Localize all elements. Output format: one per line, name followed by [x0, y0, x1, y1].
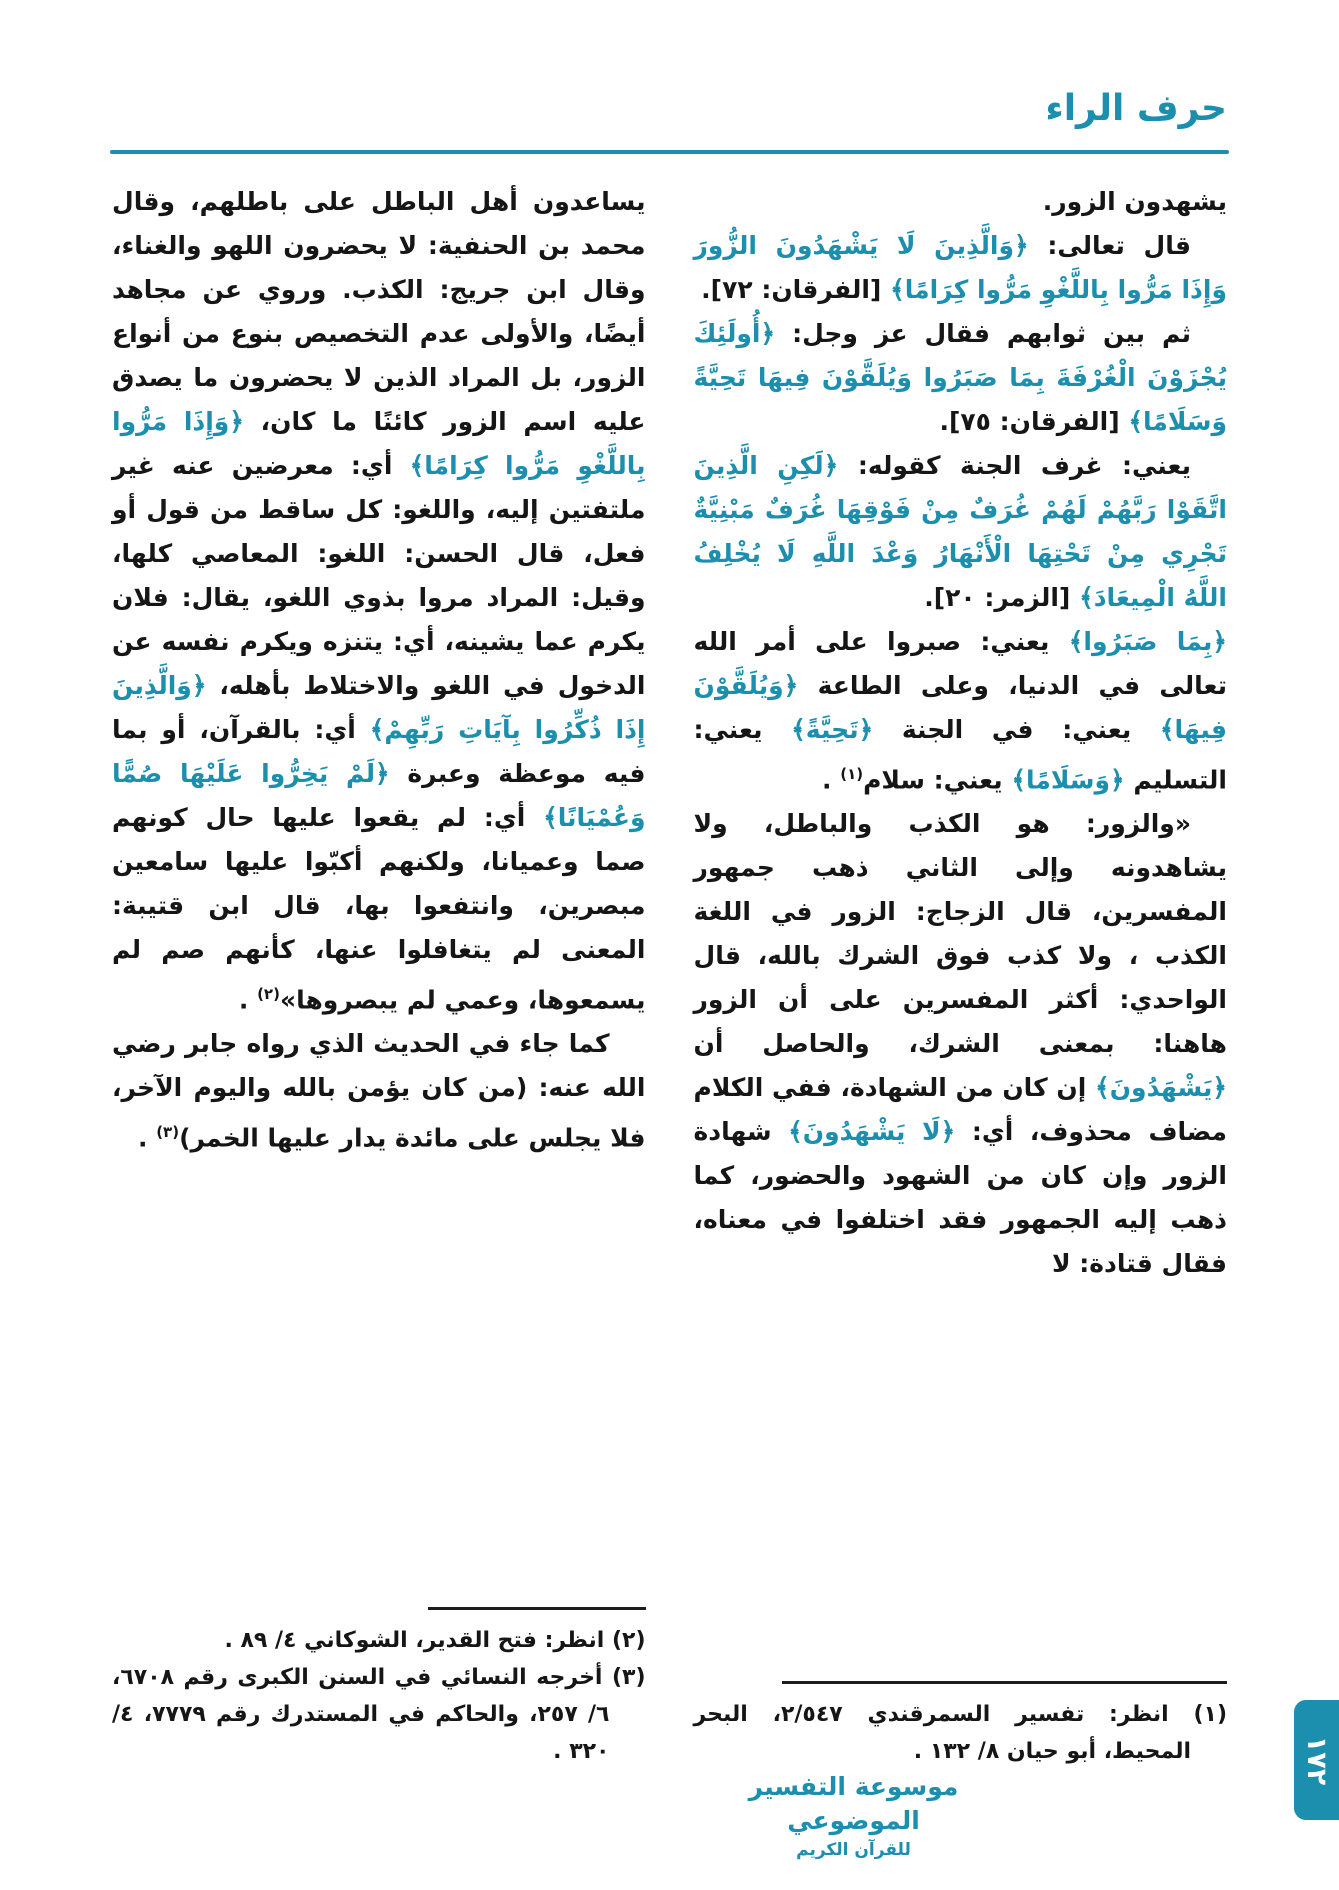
- body-text: قال تعالى:: [1028, 231, 1191, 260]
- body-text: .: [238, 985, 258, 1015]
- body-text: يعني: التسليم: [693, 715, 1227, 795]
- paragraph: [694, 312, 1228, 444]
- body-text: أي: بالقرآن، أو بما فيه موعظة وعبرة: [112, 715, 646, 788]
- body-text: .: [137, 1123, 157, 1153]
- footnote-marker: (٣): [156, 1123, 180, 1142]
- quran-quote: ﴿تَحِيَّةً﴾: [791, 715, 874, 744]
- body-text: (٣) أخرجه النسائي في السنن الكبرى رقم ٦٧٠٨، ٦/ ٢٥٧، والحاكم في المستدرك رقم ٧٧٧٩، ٤/ ٣٢٠ .: [112, 1665, 646, 1764]
- body-text: شهادة الزور وإن كان من الشهود والحضور، كما ذهب إليه الجمهور فقد اختلفوا في معناه، فقال قتادة: لا: [693, 1117, 1227, 1279]
- quran-quote: ﴿وَالَّذِينَ إِذَا ذُكِّرُوا بِآيَاتِ رَبِّهِمْ﴾: [112, 671, 646, 744]
- body-text: يعني: غرف الجنة كقوله:: [838, 451, 1192, 480]
- column-right: [694, 180, 1228, 1770]
- quran-quote: ﴿وَيُلَقَّوْنَ فِيهَا﴾: [693, 671, 1227, 744]
- footnote-list: [112, 1622, 646, 1770]
- emblem-subtitle: للقرآن الكريم: [796, 1840, 911, 1860]
- body-text: [الزمر: ٢٠].: [924, 583, 1080, 612]
- body-text: كما جاء في الحديث الذي رواه جابر رضي الله عنه: (من كان يؤمن بالله واليوم الآخر، فلا يجلس على مائدة يدار عليها الخمر): [112, 1029, 646, 1153]
- paragraph: [694, 802, 1228, 1286]
- footnote: [112, 1659, 646, 1770]
- paragraph: [694, 224, 1228, 312]
- page-number-tab: [1294, 1700, 1339, 1820]
- emblem-title: موسوعة التفسير الموضوعي: [748, 1772, 959, 1835]
- paragraph: [112, 180, 646, 1022]
- body-text: إن كان من الشهادة، ففي الكلام مضاف محذوف، أي:: [693, 1073, 1227, 1147]
- body-text: [الفرقان: ٧٥].: [939, 407, 1129, 436]
- quran-quote: ﴿يَشْهَدُونَ﴾: [1095, 1073, 1227, 1103]
- body-text: يعني: في الجنة: [873, 715, 1160, 744]
- chapter-title: حرف الراء: [1045, 88, 1227, 129]
- quran-quote: ﴿لَا يَشْهَدُونَ﴾: [788, 1117, 956, 1147]
- body-text: يعني: سلام: [863, 765, 1012, 795]
- column-left: [112, 180, 646, 1770]
- paragraph: [694, 620, 1228, 802]
- body-text: ثم بين ثوابهم فقال عز وجل:: [775, 319, 1191, 348]
- body-text: (١) انظر: تفسير السمرقندي ٢/٥٤٧، البحر المحيط، أبو حيان ٨/ ١٣٢ .: [693, 1702, 1227, 1764]
- quran-quote: ﴿لَمْ يَخِرُّوا عَلَيْهَا صُمًّا وَعُمْيَانًا﴾: [112, 759, 646, 832]
- publisher-emblem: [746, 1770, 961, 1862]
- header-rule: [110, 150, 1229, 154]
- footnote-separator: [428, 1607, 646, 1610]
- footnote-list: [694, 1696, 1228, 1770]
- column-left-body: [112, 180, 646, 1161]
- quran-quote: ﴿لَكِنِ الَّذِينَ اتَّقَوْا رَبَّهُمْ لَهُمْ غُرَفٌ مِنْ فَوْقِهَا غُرَفٌ مَبْنِيَّةٌ تَجْرِي مِنْ تَحْتِهَا الْأَنْهَارُ وَعْدَ اللَّهِ لَا يُخْلِفُ اللَّهُ الْمِيعَادَ﴾: [693, 451, 1227, 612]
- footnote-separator: [782, 1681, 1227, 1684]
- footnote: [694, 1696, 1228, 1770]
- body-text: أي: لم يقعوا عليها حال كونهم صما وعميانا، ولكنهم أكبّوا عليها سامعين مبصرين، وانتفعوا بها، قال ابن قتيبة: المعنى لم يتغافلوا عنها، كأنهم صم لم يسمعوها، وعمي لم يبصروها»: [112, 803, 646, 1015]
- quran-quote: ﴿وَالَّذِينَ لَا يَشْهَدُونَ الزُّورَ وَإِذَا مَرُّوا بِاللَّغْوِ مَرُّوا كِرَامًا﴾: [693, 231, 1227, 304]
- body-text: (٢) انظر: فتح القدير، الشوكاني ٤/ ٨٩ .: [224, 1628, 646, 1653]
- body-text: يساعدون أهل الباطل على باطلهم، وقال محمد بن الحنفية: لا يحضرون اللهو والغناء، وقال ابن جريج: الكذب. وروي عن مجاهد أيضًا، والأولى عدم التخصيص بنوع من أنواع الزور، بل المراد الذين لا يحضرون ما يصدق عليه اسم الزور كائنًا ما كان،: [112, 187, 646, 436]
- footnote: [112, 1622, 646, 1659]
- quran-quote: ﴿أُولَئِكَ يُجْزَوْنَ الْغُرْفَةَ بِمَا صَبَرُوا وَيُلَقَّوْنَ فِيهَا تَحِيَّةً وَسَلَامًا﴾: [693, 319, 1227, 436]
- paragraph: [112, 1022, 646, 1160]
- quran-quote: ﴿وَسَلَامًا﴾: [1011, 765, 1125, 795]
- text-columns: [112, 180, 1227, 1770]
- body-text: .: [822, 765, 841, 795]
- column-right-body: [694, 180, 1228, 1286]
- paragraph: [694, 180, 1228, 224]
- body-text: أي: معرضين عنه غير ملتفتين إليه، واللغو: كل ساقط من قول أو فعل، قال الحسن: اللغو: المعاصي كلها، وقيل: المراد مروا بذوي اللغو، يقال: فلان يكرم عما يشينه، أي: يتنزه ويكرم نفسه عن الدخول في اللغو والاختلاط بأهله،: [112, 451, 646, 700]
- body-text: يعني: صبروا على أمر الله تعالى في الدنيا، وعلى الطاعة: [693, 627, 1227, 700]
- column-right-footnotes: [694, 1681, 1228, 1770]
- footnote-marker: (١): [840, 765, 864, 783]
- quran-quote: ﴿بِمَا صَبَرُوا﴾: [1068, 627, 1227, 656]
- quran-quote: ﴿وَإِذَا مَرُّوا بِاللَّغْوِ مَرُّوا كِرَامًا﴾: [112, 407, 646, 480]
- paragraph: [694, 444, 1228, 620]
- column-left-footnotes: [112, 1607, 646, 1770]
- page-number: ١٧٢: [1300, 1735, 1332, 1785]
- body-text: [الفرقان: ٧٢].: [701, 275, 891, 304]
- footnote-marker: (٢): [257, 985, 280, 1003]
- body-text: يشهدون الزور.: [1042, 187, 1227, 216]
- body-text: «والزور: هو الكذب والباطل، ولا يشاهدونه وإلى الثاني ذهب جمهور المفسرين، قال الزجاج: الزور في اللغة الكذب ، ولا كذب فوق الشرك بالله، قال الواحدي: أكثر المفسرين على أن الزور هاهنا: بمعنى الشرك، والحاصل أن: [693, 809, 1227, 1059]
